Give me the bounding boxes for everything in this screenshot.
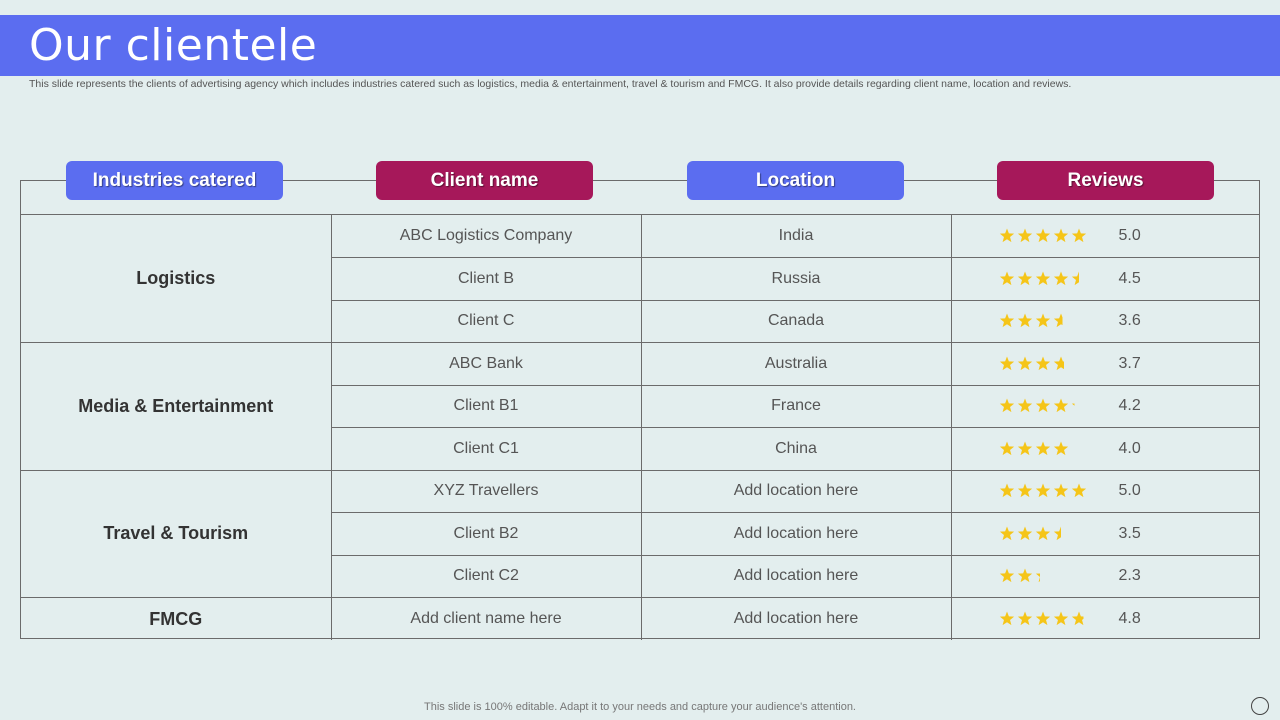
table-row bbox=[21, 598, 1259, 641]
star-rating bbox=[999, 228, 1089, 244]
star-icon bbox=[999, 314, 1013, 328]
client-name-cell: XYZ Travellers bbox=[331, 470, 641, 513]
client-name-cell: Client C1 bbox=[331, 428, 641, 471]
industry-cell: Media & Entertainment bbox=[21, 343, 331, 471]
star-icon bbox=[1035, 399, 1049, 413]
clientele-grid bbox=[21, 215, 1259, 640]
star-icon bbox=[1053, 441, 1067, 455]
client-name-cell: Client C2 bbox=[331, 555, 641, 598]
header-location: Location bbox=[687, 161, 904, 200]
review-cell bbox=[951, 428, 1259, 471]
table-row bbox=[21, 215, 1259, 258]
star-icon bbox=[1071, 271, 1085, 285]
star-rating bbox=[999, 483, 1089, 499]
location-cell: Add location here bbox=[641, 555, 951, 598]
star-icon bbox=[1017, 569, 1031, 583]
star-icon bbox=[1017, 356, 1031, 370]
header-reviews: Reviews bbox=[997, 161, 1214, 200]
star-rating bbox=[999, 313, 1089, 329]
industry-cell: Logistics bbox=[21, 215, 331, 343]
table-row bbox=[21, 343, 1259, 386]
review-cell bbox=[951, 385, 1259, 428]
review-score: 3.7 bbox=[1118, 354, 1141, 372]
client-name-cell: ABC Bank bbox=[331, 343, 641, 386]
star-icon bbox=[1053, 271, 1067, 285]
review-cell bbox=[951, 215, 1259, 258]
review-cell bbox=[951, 513, 1259, 556]
location-cell: Australia bbox=[641, 343, 951, 386]
star-icon bbox=[999, 526, 1013, 540]
star-icon bbox=[1035, 356, 1049, 370]
star-icon bbox=[999, 356, 1013, 370]
star-icon bbox=[999, 484, 1013, 498]
clientele-table bbox=[20, 169, 1260, 639]
review-score: 5.0 bbox=[1118, 482, 1141, 500]
star-rating bbox=[999, 356, 1089, 372]
location-cell: Canada bbox=[641, 300, 951, 343]
location-cell: China bbox=[641, 428, 951, 471]
location-cell: Add location here bbox=[641, 470, 951, 513]
review-cell bbox=[951, 258, 1259, 301]
star-icon bbox=[1053, 399, 1067, 413]
location-cell: Add location here bbox=[641, 598, 951, 641]
star-icon bbox=[1053, 356, 1067, 370]
footer-note: This slide is 100% editable. Adapt it to your needs and capture your audience's attention. bbox=[424, 701, 856, 713]
header-industries: Industries catered bbox=[66, 161, 283, 200]
client-name-cell: Client C bbox=[331, 300, 641, 343]
star-rating bbox=[999, 568, 1089, 584]
review-score: 3.5 bbox=[1118, 524, 1141, 542]
star-icon bbox=[1035, 484, 1049, 498]
review-score: 4.0 bbox=[1118, 439, 1141, 457]
review-cell bbox=[951, 300, 1259, 343]
corner-circle-icon bbox=[1251, 697, 1269, 715]
star-icon bbox=[1035, 314, 1049, 328]
star-icon bbox=[1017, 399, 1031, 413]
table-header-row bbox=[21, 169, 1259, 215]
client-name-cell: Add client name here bbox=[331, 598, 641, 641]
star-icon bbox=[1035, 612, 1049, 626]
review-score: 4.2 bbox=[1118, 397, 1141, 415]
star-icon bbox=[1017, 229, 1031, 243]
star-rating bbox=[999, 441, 1089, 457]
star-icon bbox=[1053, 484, 1067, 498]
star-icon bbox=[1035, 526, 1049, 540]
review-cell bbox=[951, 598, 1259, 641]
star-rating bbox=[999, 398, 1089, 414]
review-score: 4.8 bbox=[1118, 610, 1141, 627]
star-rating bbox=[999, 611, 1089, 627]
header-client-name: Client name bbox=[376, 161, 593, 200]
table-row bbox=[21, 470, 1259, 513]
location-cell: France bbox=[641, 385, 951, 428]
star-icon bbox=[1035, 271, 1049, 285]
star-icon bbox=[1017, 612, 1031, 626]
review-score: 4.5 bbox=[1118, 269, 1141, 287]
industry-cell: FMCG bbox=[21, 598, 331, 641]
review-cell bbox=[951, 555, 1259, 598]
star-icon bbox=[1053, 314, 1067, 328]
star-icon bbox=[1053, 229, 1067, 243]
client-name-cell: Client B2 bbox=[331, 513, 641, 556]
star-icon bbox=[1071, 484, 1085, 498]
star-icon bbox=[999, 569, 1013, 583]
star-icon bbox=[999, 441, 1013, 455]
star-icon bbox=[1017, 526, 1031, 540]
review-score: 5.0 bbox=[1118, 227, 1141, 244]
star-icon bbox=[1035, 569, 1049, 583]
star-icon bbox=[1035, 229, 1049, 243]
location-cell: Add location here bbox=[641, 513, 951, 556]
star-icon bbox=[1053, 612, 1067, 626]
star-icon bbox=[999, 612, 1013, 626]
location-cell: Russia bbox=[641, 258, 951, 301]
page-title: Our clientele bbox=[29, 20, 318, 71]
star-icon bbox=[1071, 229, 1085, 243]
industry-cell: Travel & Tourism bbox=[21, 470, 331, 598]
review-score: 2.3 bbox=[1118, 567, 1141, 585]
star-icon bbox=[1035, 441, 1049, 455]
star-rating bbox=[999, 271, 1089, 287]
title-bar bbox=[0, 15, 1280, 76]
star-icon bbox=[1017, 314, 1031, 328]
star-icon bbox=[1017, 441, 1031, 455]
page-subtitle: This slide represents the clients of advertising agency which includes industries catered such as logistics, media & entertainment, travel & tourism and FMCG. It also provide details regarding client name, location and reviews. bbox=[29, 78, 1072, 90]
client-name-cell: Client B1 bbox=[331, 385, 641, 428]
review-cell bbox=[951, 343, 1259, 386]
review-cell bbox=[951, 470, 1259, 513]
star-icon bbox=[1017, 271, 1031, 285]
star-icon bbox=[1071, 399, 1085, 413]
star-icon bbox=[999, 271, 1013, 285]
star-rating bbox=[999, 526, 1089, 542]
star-icon bbox=[999, 399, 1013, 413]
client-name-cell: Client B bbox=[331, 258, 641, 301]
client-name-cell: ABC Logistics Company bbox=[331, 215, 641, 258]
star-icon bbox=[999, 229, 1013, 243]
star-icon bbox=[1071, 612, 1085, 626]
star-icon bbox=[1017, 484, 1031, 498]
location-cell: India bbox=[641, 215, 951, 258]
review-score: 3.6 bbox=[1118, 312, 1141, 330]
star-icon bbox=[1053, 526, 1067, 540]
